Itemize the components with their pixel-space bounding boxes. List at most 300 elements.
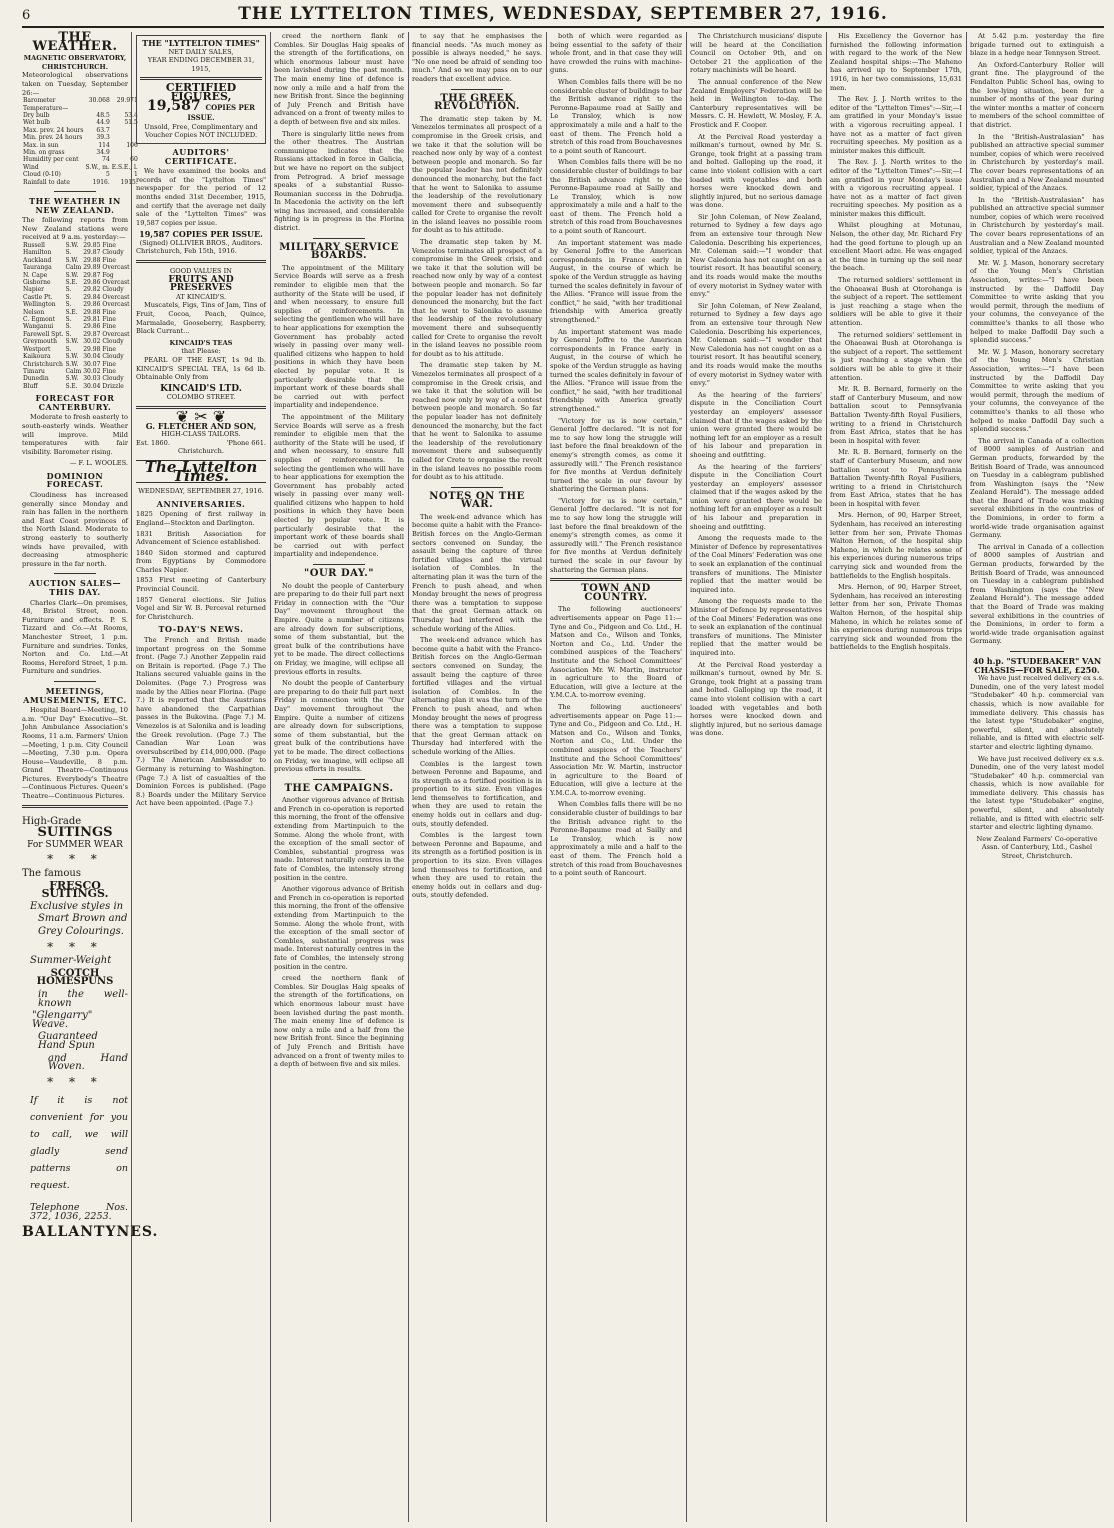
kincaids-prices: Muscatels, Figs, Tins of Jam, Tins of Fruit, Cocoa, Peach, Quince, Marmalade, Gooseberry, Raspberry, Black Currant... xyxy=(136,301,266,336)
station-cell: 30.04 xyxy=(83,353,101,361)
military-boards-heading: MILITARY SERVICE BOARDS. xyxy=(279,241,399,262)
article-text: In the "British-Australasian" has published an attractive special summer number, copies of which were received in Christchurch by yesterday's mail. The cover bears representations of an Australian and a New Zealand mounted soldier, typical of the Anzacs. xyxy=(970,132,1104,193)
article-text: Mr. R. B. Bernard, formerly on the staff of Canterbury Museum, and now battalion scout to Pennsylvania Battalion Twenty-fifth Royal Fusiliers, writing to a friend in Christchurch from East Africa, states that he has been in hospital with fever. xyxy=(830,448,962,508)
observation-row xyxy=(22,179,139,186)
article-text: Mr. W. J. Mason, honorary secretary of the Young Men's Christian Association, writes:—"I have been instructed by the Daffodil Day Committee to write asking that you would permit, through the medium of your columns, the conveyance of the committee's thanks to all those who helped to make Daffodil Day such a splendid success." xyxy=(970,347,1104,434)
article-text: The following auctioneers' advertisements appear on Page 11:—Tyne and Co., Pidgeon and Co. Ltd., H. Matson and Co., Wilson and Tonks, Norton and Co., Ltd. Under the combined auspices of the Teachers' Institute and the School Committees' Association Mr. W. Martin, instructor in agriculture to the Board of Education, will give a lecture at the Y.M.C.A. to-morrow evening. xyxy=(550,605,682,700)
ad-glengarry: "Glengarry" Weave. xyxy=(32,1010,93,1030)
observation-cell: Min. prev. 24 hours xyxy=(23,134,83,142)
ad-convenient: If it is not convenient for you to call, we will gladly send patterns on request. xyxy=(30,1095,128,1192)
article-text: An Oxford-Canterbury Roller will grant fine. The playground of the Fendalton Public School has, owing to the low-lying situation, been for a number of months of the year during the winter months a matter of concern to members of the school committee of that district. xyxy=(970,60,1104,129)
station-row xyxy=(22,286,131,293)
article-text: Among the requests made to the Minister of Defence by representatives of the Coal Miners' Federation was one to seek an explanation of the continual transfers of munitions. The Minister replied that the matter would be inquired into. xyxy=(690,597,822,657)
station-cell: 29.88 xyxy=(83,308,101,316)
ad-summer: Summer-Weight xyxy=(30,955,112,967)
observation-cell: 5 xyxy=(105,171,110,179)
anniversary-item: 1840 Sidon stormed and captured from Egyptians by Commodore Charles Napier. xyxy=(136,548,266,574)
observation-cell: Min. on grass xyxy=(23,149,65,156)
station-cell: S.W. xyxy=(65,338,79,346)
studebaker-ad-signature: New Zealand Farmers' Co-operative Assn. of Canterbury, Ltd., Cashel Street, Christchurch. xyxy=(976,834,1098,861)
studebaker-ad-text: We have just received delivery ex s.s. Dunedin, one of the very latest model "Studebaker" 40 h.p. commercial van chassis, which is now available for immediate delivery. This chassis has the latest type "Studebaker" engine, powerful, silent, and absolutely reliable, and is fitted with electric self-starter and electric lighting dynamo. xyxy=(970,754,1104,832)
station-cell: 29.81 xyxy=(83,316,101,324)
station-cell: Wanganui xyxy=(23,323,54,331)
station-cell: 29.89 xyxy=(83,264,101,272)
observation-cell: 51.5 xyxy=(124,119,138,127)
article-text: "Victory for us is now certain," General Joffre declared. "It is not for me to say how long the struggle will last before the final breakdown of the enemy's strength comes, as come it assuredly will." The French resistance for five months at Verdun definitely turned the scale in our favour by shattering the German plans. xyxy=(550,416,682,494)
article-text: In the "British-Australasian" has published an attractive special summer number, copies of which were received in Christchurch by yesterday's mail. The cover bears representations of an Australian and a New Zealand mounted soldier, typical of the Anzacs. xyxy=(970,195,1104,256)
column-rule xyxy=(686,32,687,1522)
divider xyxy=(550,578,682,581)
article-text: The week-end advance which has become quite a habit with the Franco-British forces on the Anglo-German sectors convened on Sunday, the assault being the capture of three fortified villages and the virtual isolation of Combles. In the alternating plan it was the turn of the French to push ahead, and when Monday brought the news of progress there was a temptation to suppose that the great German attack on Thursday had interfered with the schedule working of the Allies. xyxy=(412,512,542,633)
divider xyxy=(54,681,96,682)
divider xyxy=(22,805,128,808)
observation-cell: 114 xyxy=(98,141,110,149)
station-cell: Cloudy xyxy=(102,375,124,383)
station-cell: Kaikoura xyxy=(23,353,51,361)
observation-cell: 44.9 xyxy=(96,119,110,127)
column-rule xyxy=(408,32,409,1522)
auditors-heading: AUDITORS' CERTIFICATE. xyxy=(164,146,238,166)
station-cell: Fine xyxy=(102,323,116,331)
observation-cell: 34.9 xyxy=(96,149,110,156)
article-text: As the hearing of the farriers' dispute in the Conciliation Court yesterday an employers' assessor claimed that if the wages asked by the union were granted there would be nothing left for an employer as a result of his labour and preparation in shoeing and outfitting. xyxy=(690,390,822,459)
stations-table xyxy=(22,242,131,390)
observation-cell xyxy=(111,134,139,141)
observation-cell: S.W., m. xyxy=(85,163,110,171)
observation-cell: 1 xyxy=(133,171,138,179)
column-rule xyxy=(131,32,132,1522)
observation-row xyxy=(22,105,139,112)
paper-nameplate: The Lyttelton Times. xyxy=(136,460,266,483)
ornament-stars: * * * xyxy=(47,852,103,867)
article-text: "Victory for us is now certain," General Joffre declared. "It is not for me to say how long the struggle will last before the final breakdown of the enemy's strength comes, as come it assuredly will." The French resistance for five months at Verdun definitely turned the scale in our favour by shattering the German plans. xyxy=(550,496,682,574)
observation-row xyxy=(22,127,139,134)
station-cell: Gisborne xyxy=(23,279,51,287)
station-cell: Castle Pt. xyxy=(23,293,53,301)
circulation-year: YEAR ENDING DECEMBER 31, 1915, xyxy=(147,56,255,73)
station-row xyxy=(22,368,131,375)
article-text: At the Percival Road yesterday a milkman's turnout, owned by Mr. S. Grange, took fright at a passing tram and bolted. Galloping up the road, it came into violent collision with a cart loaded with vegetables and both horses were knocked down and slightly injured, but no serious damage was done. xyxy=(690,660,822,738)
station-cell: Cloudy xyxy=(102,338,124,346)
station-cell: Bluff xyxy=(23,382,38,390)
circulation-box xyxy=(136,35,266,144)
observation-cell: Wind xyxy=(23,163,39,171)
article-text: The appointment of the Military Service Boards will serve as a fresh reminder to eligible men that the authority of the State will be used, if and when necessary, to ensure full supplies of reinforcements. In selecting the gentlemen who will have to hear applications for exemption the Government has probably acted wisely in passing over many well-qualified citizens who happen to hold positions in which they have been elected by popular vote. It is particularly desirable that the important work of these boards shall be carried out with perfect impartiality and independence. xyxy=(274,263,404,410)
station-cell: 30.02 xyxy=(83,338,101,346)
dominion-forecast-text: Cloudiness has increased generally since Monday and rain has fallen in the northern and East Coast provinces of the North Island. Moderate to strong easterly to southerly winds have prevailed, with decreasing atmospheric pressure in the far north. xyxy=(22,491,128,568)
ad-famous: The famous xyxy=(22,868,81,880)
observation-cell: 29.971 xyxy=(116,97,138,105)
station-cell: Wellington xyxy=(23,301,56,309)
studebaker-ad-heading: 40 h.p. "STUDEBAKER" VAN CHASSIS—FOR SALE, £250. xyxy=(972,655,1102,675)
observation-cell: Rainfall to date xyxy=(23,178,70,186)
ad-known: in the well-known xyxy=(38,988,128,1009)
station-cell: Fine xyxy=(102,316,116,324)
station-cell: Fine xyxy=(102,360,116,368)
ad-firm-name: BALLANTYNES. xyxy=(22,1223,159,1240)
ad-smart: Smart Brown and xyxy=(38,913,128,925)
observation-cell: Dry bulb xyxy=(23,111,50,119)
fletcher-emblem: ❦ ✂ ❦ xyxy=(175,406,227,426)
station-cell: S.E. xyxy=(65,308,78,316)
observation-cell: 63.7 xyxy=(96,126,110,134)
observation-cell: 1916. xyxy=(92,178,110,186)
copies-note: Unsold, Free, Complimentary and Voucher Copies NOT INCLUDED. xyxy=(144,122,258,140)
observation-cell xyxy=(111,127,139,134)
observation-cell xyxy=(85,105,111,112)
station-row xyxy=(22,331,131,338)
ad-grey: Grey Colourings. xyxy=(38,926,124,937)
article-text: Another vigorous advance of British and French in co-operation is reported this morning, the front of the offensive extending from Martinpuich to the Somme. Along the whole front, with the exception of the small sector of Combles, substantial progress was made. Interest naturally centres in the fate of Combles, the intensely strong position in the centre. xyxy=(274,796,404,882)
fletcher-sub: HIGH-CLASS TAILORS. xyxy=(161,430,241,439)
article-text: As the hearing of the farriers' dispute in the Conciliation Court yesterday an employers' assessor claimed that if the wages asked by the union were granted there would be nothing left for an employer as a result of his labour and preparation in shoeing and outfitting. xyxy=(690,462,822,531)
column-rule xyxy=(826,32,827,1522)
article-text: The Rev. J. J. North writes to the editor of the "Lyttelton Times":—Sir,—I am gratified in your Monday's issue with a vigorous recruiting appeal. I have not as a matter of fact given recruiting speeches. My position as a minister makes this difficult. xyxy=(830,158,962,218)
station-cell: Drizzle xyxy=(102,382,124,390)
article-text: No doubt the people of Canterbury are preparing to do their full part next Friday in connection with the "Our Day" movement throughout the Empire. Quite a number of citizens are already down for subscriptions, some of them substantial, but the great bulk of the contributions have yet to be made. The direct collections on Friday, we imagine, will eclipse all previous efforts in results. xyxy=(274,679,404,774)
station-cell: Nelson xyxy=(23,308,45,316)
divider xyxy=(313,564,365,565)
station-cell: Overcast xyxy=(102,293,130,301)
station-cell: S. xyxy=(65,286,72,294)
station-cell: Dunedin xyxy=(23,375,49,383)
ad-fresco: FRESCO SUITINGS. xyxy=(41,878,109,901)
observation-cell xyxy=(111,149,139,156)
dominion-forecast-heading: DOMINION FORECAST. xyxy=(46,470,104,490)
observation-cell: Max. in sun xyxy=(23,141,59,149)
station-row xyxy=(22,264,131,271)
article-text: Mr. R. B. Bernard, formerly on the staff of Canterbury Museum, and now battalion scout to Pennsylvania Battalion Twenty-fifth Royal Fusiliers, writing to a friend in Christchurch from East Africa, states that he has been in hospital with fever. xyxy=(830,385,962,445)
article-text: At the Percival Road yesterday a milkman's turnout, owned by Mr. S. Grange, took fright at a passing tram and bolted. Galloping up the road, it came into violent collision with a cart loaded with vegetables and both horses were knocked down and slightly injured, but no serious damage was done. xyxy=(690,132,822,210)
campaigns-heading: THE CAMPAIGNS. xyxy=(284,782,394,794)
station-cell: Auckland xyxy=(23,256,52,264)
fletcher-phone: 'Phone 661. xyxy=(226,438,266,447)
station-cell: Overcast xyxy=(102,301,130,309)
todays-news-text: The French and British made important progress on the Somme front. (Page 7.) Another Zeppelin raid on Britain is reported. (Page 7.) The Italians secured valuable gains in the Dolomites. (Page 7.) Progress was made by the Allies near Florina. (Page 7.) It is reported that the Austrians have abandoned the Carpathian passes in the Bukovina. (Page 7.) M. Venezelos is at Salonika and is leading the Greek revolution. (Page 7.) The Canadian War Loan was oversubscribed by £14,000,000. (Page 7.) The American Ambassador to Germany is returning to Washington. (Page 7.) A list of casualties of the Dominion Forces is published. (Page 8.) Boards under the Military Service Act have been appointed. (Page 7.) xyxy=(136,636,266,808)
station-cell: Calm xyxy=(65,264,82,272)
anniversary-item: 1853 First meeting of Canterbury Provincial Council. xyxy=(136,576,266,594)
station-cell: S. xyxy=(65,293,72,301)
column-notices xyxy=(136,32,266,1522)
column-rule xyxy=(270,32,271,1522)
copies-number: 19,587 xyxy=(147,97,201,114)
station-cell: Christchurch xyxy=(23,360,63,368)
ballantynes-advertisement xyxy=(22,815,159,1240)
kincaids-street: COLOMBO STREET. xyxy=(166,393,236,402)
town-country-heading: TOWN AND COUNTRY. xyxy=(581,583,651,603)
station-row xyxy=(22,294,131,301)
station-cell: Farewell Spt. xyxy=(23,330,64,338)
column-news-1 xyxy=(550,32,682,1522)
observation-cell: 30.068 xyxy=(88,97,110,105)
station-cell: S. xyxy=(65,345,72,353)
divider xyxy=(451,89,503,90)
kincaids-fruits: FRUITS AND PRESERVES xyxy=(168,274,234,294)
article-text: Combles is the largest town between Peronne and Bapaume, and its strength as a fortified position is in proportion to its size. Even villages lend themselves to fortification, and when they are used to retain the enemy holds out in cellars and dug-outs, stoutly defended. xyxy=(412,831,542,900)
divider xyxy=(140,77,262,80)
station-cell: 29.87 xyxy=(83,249,101,257)
fletcher-info xyxy=(136,439,266,448)
station-cell: S.W. xyxy=(65,271,79,279)
article-text: Among the requests made to the Minister of Defence by representatives of the Coal Miners' Federation was one to seek an explanation of the continual transfers of munitions. The Minister replied that the matter would be inquired into. xyxy=(690,534,822,594)
kincaids-at: AT KINCAID'S. xyxy=(175,292,227,301)
kincaids-ltd: KINCAID'S LTD. xyxy=(160,383,242,394)
article-text: The Rev. J. J. North writes to the editor of the "Lyttelton Times":—Sir,—I am gratified in your Monday's issue with a vigorous recruiting appeal. I have not as a matter of fact given recruiting speeches. My position as a minister makes this difficult. xyxy=(830,95,962,155)
kincaids-teas: KINCAID'S TEAS xyxy=(169,338,233,347)
station-cell: Cloudy xyxy=(102,353,124,361)
anniversaries-heading: ANNIVERSARIES. xyxy=(156,498,246,509)
fletcher-city: Christchurch. xyxy=(178,447,224,456)
ad-scotch: SCOTCH HOMESPUNS xyxy=(36,967,114,988)
station-cell: 29.82 xyxy=(83,286,101,294)
station-row xyxy=(22,375,131,382)
station-cell: Calm xyxy=(65,367,82,375)
column-news-2 xyxy=(690,32,822,1522)
station-cell: Timaru xyxy=(23,367,45,375)
nz-weather-note: The following reports from New Zealand stations were received at 9 a.m. yesterday:— xyxy=(22,216,128,242)
column-rule xyxy=(546,32,547,1522)
station-cell: S. xyxy=(65,301,72,309)
station-row xyxy=(22,338,131,345)
kincaids-teas-sub: that Please: xyxy=(181,347,221,356)
our-day-heading: "OUR DAY." xyxy=(304,568,374,580)
fletcher-name: G. FLETCHER AND SON, xyxy=(145,420,257,431)
article-text: The following auctioneers' advertisements appear on Page 11:—Tyne and Co., Pidgeon and Co. Ltd., H. Matson and Co., Wilson and Tonks, Norton and Co., Ltd. Under the combined auspices of the Teachers' Institute and the School Committees' Association Mr. W. Martin, instructor in agriculture to the Board of Education, will give a lecture at the Y.M.C.A. to-morrow evening. xyxy=(550,702,682,797)
forecast-heading: FORECAST FOR CANTERBURY. xyxy=(35,393,115,412)
article-text: Combles is the largest town between Peronne and Bapaume, and its strength as a fortified position is in proportion to its size. Even villages lend themselves to fortification, and when they are used to retain the enemy holds out in cellars and dug-outs, stoutly defended. xyxy=(412,759,542,828)
station-row xyxy=(22,257,131,264)
auditors-date: Christchurch, Feb 15th, 1916. xyxy=(136,247,237,256)
auditors-figure: 19,587 COPIES PER ISSUE. xyxy=(139,229,263,240)
meetings-text: Hospital Board—Meeting, 10 a.m. "Our Day" Executive—St. John Ambulance Association's Rooms, 11 a.m. Farmers' Union—Meeting, 1 p.m. City Council—Meeting, 7.30 p.m. Opera House—Vaudeville, 8 p.m. Grand Theatre—Continuous Pictures. Everybody's Theatre—Continuous Pictures. Queen's Theatre—Continuous Pictures. xyxy=(22,706,128,801)
observation-row xyxy=(22,142,139,149)
station-cell: Westport xyxy=(23,345,51,353)
station-row xyxy=(22,309,131,316)
station-cell: Hamilton xyxy=(23,249,52,257)
station-cell: N. Cape xyxy=(23,271,48,279)
kincaids-good-values: GOOD VALUES IN xyxy=(170,267,232,276)
station-cell: 29.86 xyxy=(83,323,101,331)
divider xyxy=(136,260,266,263)
article-text: creed the northern flank of Combles. Sir Douglas Haig speaks of the strength of the fortifications, on which enormous labour must have been lavished during the past month. The main enemy line of defence is now only a mile and a half from the new British front. Since the beginning of July French and British have advanced on a front of twenty miles to a depth of between five and six miles. xyxy=(274,32,404,126)
station-row xyxy=(22,249,131,256)
station-cell: 29.85 xyxy=(83,242,101,249)
ad-exclusive: Exclusive styles in xyxy=(30,900,124,912)
station-cell: 29.98 xyxy=(83,345,101,353)
station-cell: 29.88 xyxy=(83,256,101,264)
column-news-4 xyxy=(970,32,1104,1522)
divider xyxy=(451,487,503,488)
article-text: both of which were regarded as being essential to the safety of their whole front, and in that case they will have crowded the ruins with machine-guns. xyxy=(550,32,682,75)
station-cell: Fine xyxy=(102,345,116,353)
observatory-label: MAGNETIC OBSERVATORY, CHRISTCHURCH. xyxy=(23,54,127,71)
nz-weather-heading: THE WEATHER IN NEW ZEALAND. xyxy=(29,196,121,215)
article-text: Whilst ploughing at Motunau, Nelson, the other day, Mr. Richard Fry had the good fortune to plough up an excellent Maori adze. He was engaged at the time in turning up the soil near the beach. xyxy=(830,221,962,273)
article-text: No doubt the people of Canterbury are preparing to do their full part next Friday in connection with the "Our Day" movement throughout the Empire. Quite a number of citizens are already down for subscriptions, some of them substantial, but the great bulk of the contributions have yet to be made. The direct collections on Friday, we imagine, will eclipse all previous efforts in results. xyxy=(274,581,404,676)
observation-cell: 39.3 xyxy=(96,134,110,142)
observation-cell: Cloud (0-10) xyxy=(23,171,61,179)
article-text: Another vigorous advance of British and French in co-operation is reported this morning, the front of the offensive extending from Martinpuich to the Somme. Along the whole front, with the exception of the small sector of Combles, substantial progress was made. Interest naturally centres in the fate of Combles, the intensely strong position in the centre. xyxy=(274,885,404,971)
station-cell: Russell xyxy=(23,242,45,249)
newspaper-title: THE LYTTELTON TIMES, WEDNESDAY, SEPTEMBER 27, 1916. xyxy=(238,4,888,24)
article-text: The dramatic step taken by M. Venezelos terminates all prospect of a compromise in the Greek crisis, and we take it that the solution will be reached now only by way of a contest between people and monarch. So far the popular leader has not definitely denounced the monarchy, but the fact that he went to Salonika to assume the leadership of the revolutionary movement there and subsequently called for Crete to organise the revolt in the island leaves no possible room for doubt as to his attitude. xyxy=(412,114,542,235)
article-text: At 5.42 p.m. yesterday the fire brigade turned out to extinguish a blaze in a hedge near Tennyson Street. xyxy=(970,32,1104,58)
article-text: Mrs. Hernon, of 90, Harper Street, Sydenham, has received an interesting letter from her son, Private Thomas Walton Hernon, of the hospital ship Maheno, in which he relates some of his experiences during numerous trips carrying sick and wounded from the battlefields to the English hospitals. xyxy=(830,583,962,652)
observation-row xyxy=(22,119,139,126)
observation-row xyxy=(22,171,139,178)
copies-label: COPIES PER ISSUE. xyxy=(187,102,255,123)
circulation-heading: THE "LYTTELTON TIMES" xyxy=(142,38,260,48)
station-cell: Fog xyxy=(102,271,114,279)
kincaids-teas-brands: PEARL OF THE EAST, 1s 9d lb. KINCAID'S SPECIAL TEA, 1s 6d lb. Obtainable Only from xyxy=(136,356,266,382)
column-editorial-1 xyxy=(274,32,404,1522)
observation-cell xyxy=(111,105,139,112)
divider xyxy=(313,238,365,239)
station-cell: Fine xyxy=(102,242,116,249)
station-cell: Fine xyxy=(102,367,116,375)
station-cell: 30.07 xyxy=(83,360,101,368)
anniversary-item: 1831 British Association for Advancement of Science established. xyxy=(136,529,266,547)
observation-row xyxy=(22,149,139,156)
ad-guaranteed: Guaranteed Hand Spun xyxy=(38,1031,98,1051)
station-cell: 29.87 xyxy=(83,330,101,338)
observation-row xyxy=(22,156,139,163)
anniversaries-list xyxy=(136,510,266,621)
divider xyxy=(1010,651,1064,652)
divider xyxy=(54,191,96,192)
article-text: Mrs. Hernon, of 90, Harper Street, Sydenham, has received an interesting letter from her son, Private Thomas Walton Hernon, of the hospital ship Maheno, in which he relates some of his experiences during numerous trips carrying sick and wounded from the battlefields to the English hospitals. xyxy=(830,511,962,580)
station-cell: S.W. xyxy=(65,375,79,383)
observation-cell: 106 xyxy=(126,141,138,149)
station-cell: 30.02 xyxy=(83,367,101,375)
article-text: Sir John Coleman, of New Zealand, returned to Sydney a few days ago from an extensive tour through New Caledonia. Describing his experiences, Mr. Coleman said:—"I wonder that New Caledonia has not caught on as a tourist resort. It has beautiful scenery, and its roads would make the mouths of every motorist in Sydney water with envy." xyxy=(690,212,822,299)
article-text: The dramatic step taken by M. Venezelos terminates all prospect of a compromise in the Greek crisis, and we take it that the solution will be reached now only by way of a contest between people and monarch. So far the popular leader has not definitely denounced the monarchy, but the fact that he went to Salonika to assume the leadership of the revolutionary movement there and subsequently called for Crete to organise the revolt in the island leaves no possible room for doubt as to his attitude. xyxy=(412,238,542,358)
auction-text: Charles Clark—On premises, 48, Bristol Street, noon. Furniture and effects. P. S. Tizzard and Co.—At Rooms, Manchester Street, 1 p.m. Furniture and sundries. Tonks, Norton and Co. Ltd.—At Rooms, Hereford Street, 1 p.m. Furniture and sundries. xyxy=(22,598,128,676)
article-text: When Combles falls there will be no considerable cluster of buildings to bar the British advance right to the Peronne-Bapaume road at Sailly and Le Transloy, which is now approximately a mile and a half to the east of them. The French hold a stretch of this road from Bouchavesnes to a point south of Rancourt. xyxy=(550,800,682,878)
article-text: creed the northern flank of Combles. Sir Douglas Haig speaks of the strength of the fortifications, on which enormous labour must have been lavished during the past month. The main enemy line of defence is now only a mile and a half from the new British front. Since the beginning of July French and British have advanced on a front of twenty miles to a depth of between five and six miles. xyxy=(274,974,404,1069)
station-row xyxy=(22,242,131,249)
station-row xyxy=(22,346,131,353)
station-cell: Overcast xyxy=(102,330,130,338)
article-text: An important statement was made by General Joffre to the American correspondents in France early in August, in the course of which he spoke of the Verdun struggle as having turned the scales definitely in favour of the Allies. "France will issue from the conflict," he said, "with her traditional friendship with America greatly strengthened." xyxy=(550,327,682,413)
station-cell: C. Egmont xyxy=(23,316,55,324)
observation-cell: Temperature— xyxy=(23,104,69,112)
station-cell: S. xyxy=(65,249,72,257)
article-text: The week-end advance which has become quite a habit with the Franco-British forces on the Anglo-German sectors convened on Sunday, the assault being the capture of three fortified villages and the virtual isolation of Combles. In the alternating plan it was the turn of the French to push ahead, and when Monday brought the news of progress there was a temptation to suppose that the great German attack on Thursday had interfered with the schedule working of the Allies. xyxy=(412,636,542,756)
observations-note: Meteorological observations taken on Tuesday, September 26:— xyxy=(22,71,128,97)
meetings-heading: MEETINGS, AMUSEMENTS, ETC. xyxy=(23,685,127,705)
station-cell: 30.03 xyxy=(83,375,101,383)
station-row xyxy=(22,272,131,279)
certified-heading: CERTIFIED FIGURES, xyxy=(165,81,237,103)
ad-telephone: Telephone Nos. 372, 1036, 2253. xyxy=(30,1202,128,1222)
station-cell: S. xyxy=(65,316,72,324)
station-cell: S.E. xyxy=(65,382,78,390)
observation-cell: 48.5 xyxy=(96,111,110,119)
article-text: Mr. W. J. Mason, honorary secretary of the Young Men's Christian Association, writes:—"I have been instructed by the Daffodil Day Committee to write asking that you would permit, through the medium of your columns, the conveyance of the committee's thanks to all those who helped to make Daffodil Day such a splendid success." xyxy=(970,258,1104,345)
observations-table xyxy=(22,97,139,186)
station-row xyxy=(22,353,131,360)
observation-cell: 74 xyxy=(102,156,110,164)
auditors-signature: (Signed) OLLIVIER BROS., Auditors. xyxy=(139,238,263,247)
station-cell: Tauranga xyxy=(23,264,52,272)
todays-news-heading: TO-DAY'S NEWS. xyxy=(158,624,244,635)
station-cell: 29.84 xyxy=(83,293,101,301)
article-text: An important statement was made by General Joffre to the American correspondents in France early in August, in the course of which he spoke of the Verdun struggle as having turned the scales definitely in favour of the Allies. "France will issue from the conflict," he said, "with her traditional friendship with America greatly strengthened." xyxy=(550,238,682,324)
article-text: When Combles falls there will be no considerable cluster of buildings to bar the British advance right to the Peronne-Bapaume road at Sailly and Le Transloy, which is now approximately a mile and a half to the east of them. The French hold a stretch of this road from Bouchavesnes to a point south of Rancourt. xyxy=(550,158,682,236)
observation-cell: 1915. xyxy=(120,178,138,186)
station-row xyxy=(22,279,131,286)
divider xyxy=(54,573,96,574)
article-text: When Combles falls there will be no considerable cluster of buildings to bar the British advance right to the Peronne-Bapaume road at Sailly and Le Transloy, which is now approximately a mile and a half to the east of them. The French hold a stretch of this road from Bouchavesnes to a point south of Rancourt. xyxy=(550,77,682,155)
observation-cell: Max. prev. 24 hours xyxy=(23,126,84,134)
observation-cell: 60 xyxy=(130,156,138,164)
station-cell: Napier xyxy=(23,286,45,294)
station-cell: Overcast xyxy=(102,264,130,272)
forecaster-name: — F. L. WOOLES. xyxy=(69,459,128,468)
paper-dateline: WEDNESDAY, SEPTEMBER 27, 1916. xyxy=(138,487,264,496)
article-text: The dramatic step taken by M. Venezelos terminates all prospect of a compromise in the Greek crisis, and we take it that the solution will be reached now only by way of a contest between people and monarch. So far the popular leader has not definitely denounced the monarchy, but the fact that he went to Salonika to assume the leadership of the revolutionary movement there and subsequently called for Crete to organise the revolt in the island leaves no possible room for doubt as to his attitude. xyxy=(412,361,542,482)
article-text: Sir John Coleman, of New Zealand, returned to Sydney a few days ago from an extensive tour through New Caledonia. Describing his experiences, Mr. Coleman said:—"I wonder that New Caledonia has not caught on as a tourist resort. It has beautiful scenery, and its roads would make the mouths of every motorist in Sydney water with envy." xyxy=(690,301,822,388)
fletcher-est: Est. 1860. xyxy=(136,438,170,447)
observation-cell: 53.4 xyxy=(124,111,138,119)
article-text: The arrival in Canada of a collection of 8000 samples of Austrian and German products, forwarded by the British Board of Trade, was announced on Tuesday in a cablegram published from Washington (says the "New Zealand Herald"). The message added that the Board of Trade was making several exhibitions in the countries of the Dominions, in order to form a world-wide trade organisation against Germany. xyxy=(970,436,1104,540)
article-text: The returned soldiers' settlement in the Ohaeawai Bush at Otorohanga is the subject of a report. The settlement is just reaching a stage when the soldiers will be able to give it their attention. xyxy=(830,276,962,327)
ornament-stars: * * * xyxy=(47,939,103,954)
station-cell: S. xyxy=(65,323,72,331)
station-row xyxy=(22,361,131,368)
observation-cell: Wet bulb xyxy=(23,119,51,127)
observation-row xyxy=(22,112,139,119)
article-text: The appointment of the Military Service Boards will serve as a fresh reminder to eligible men that the authority of the State will be used, if and when necessary, to ensure full supplies of reinforcements. In selecting the gentlemen who will have to hear applications for exemption the Government has probably acted wisely in passing over many well-qualified citizens who happen to hold positions in which they have been elected by popular vote. It is particularly desirable that the important work of these boards shall be carried out with perfect impartiality and independence. xyxy=(274,412,404,559)
article-text: to say that he emphasises the financial needs. "As much money as possible is always needed," he says. "No one need be afraid of sending too much." And so we may pass on to our readers that excellent advice. xyxy=(412,32,542,83)
studebaker-ad-text: We have just received delivery ex s.s. Dunedin, one of the very latest model "Studebaker" 40 h.p. commercial van chassis, which is now available for immediate delivery. This chassis has the latest type "Studebaker" engine, powerful, silent, and absolutely reliable, and is fitted with electric self-starter and electric lighting dynamo. xyxy=(970,674,1104,751)
ad-suitings-sub: For SUMMER WEAR xyxy=(27,839,123,850)
station-cell: Overcast xyxy=(102,279,130,287)
station-cell: 29.86 xyxy=(83,279,101,287)
station-cell: S.W. xyxy=(65,242,79,249)
page-number: 6 xyxy=(22,8,31,23)
anniversary-item: 1825 Opening of first railway in England—Stockton and Darlington. xyxy=(136,510,266,527)
station-row xyxy=(22,301,131,308)
station-cell: Fine xyxy=(102,308,116,316)
article-text: The Christchurch musicians' dispute will be heard at the Conciliation Council on October 9th, and on October 21 the application of the rotary machinists will be heard. xyxy=(690,32,822,75)
article-text: The arrival in Canada of a collection of 8000 samples of Austrian and German products, forwarded by the British Board of Trade, was announced on Tuesday in a cablegram published from Washington (says the "New Zealand Herald"). The message added that the Board of Trade was making several exhibitions in the countries of the Dominions, in order to form a world-wide trade organisation against Germany. xyxy=(970,542,1104,646)
article-text: His Excellency the Governor has furnished the following information with regard to the work of the New Zealand hospital ships:—The Maheno has arrived up to September 17th, 1916, in her two commissions, 15,631 men. xyxy=(830,32,962,92)
circulation-sub: NET DAILY SALES, xyxy=(168,47,234,56)
weather-heading: THE WEATHER. xyxy=(32,30,118,54)
station-cell: 29.87 xyxy=(83,271,101,279)
ad-woven: and Hand Woven. xyxy=(48,1052,128,1073)
masthead xyxy=(22,4,1104,28)
observation-row xyxy=(22,164,139,171)
forecast-text: Moderate to fresh easterly to south-easterly winds. Weather will improve. Mild temperatures with fair visibility. Barometer rising. xyxy=(22,413,128,456)
column-news-3 xyxy=(830,32,962,1522)
observation-cell: Humidity per cent xyxy=(23,156,79,164)
station-cell: S. xyxy=(65,330,72,338)
article-text: The returned soldiers' settlement in the Ohaeawai Bush at Otorohanga is the subject of a report. The settlement is just reaching a stage when the soldiers will be able to give it their attention. xyxy=(830,330,962,382)
station-cell: Greymouth xyxy=(23,338,58,346)
observation-row xyxy=(22,134,139,141)
column-editorial-2 xyxy=(412,32,542,1522)
station-cell: 30.04 xyxy=(83,382,101,390)
greek-revolution-heading: THE GREEK REVOLUTION. xyxy=(434,92,520,113)
station-cell: Fine xyxy=(102,256,116,264)
auction-heading: AUCTION SALES—THIS DAY. xyxy=(28,578,122,597)
auditors-text: We have examined the books and records of the "Lyttelton Times" newspaper for the period of 12 months ended 31st December, 1915, and certify that the average net daily sale of the "Lyttelton Times" was 19,587 copies per issue. xyxy=(136,167,266,227)
observation-cell: Barometer xyxy=(23,97,56,105)
station-cell: S.W. xyxy=(65,256,79,264)
